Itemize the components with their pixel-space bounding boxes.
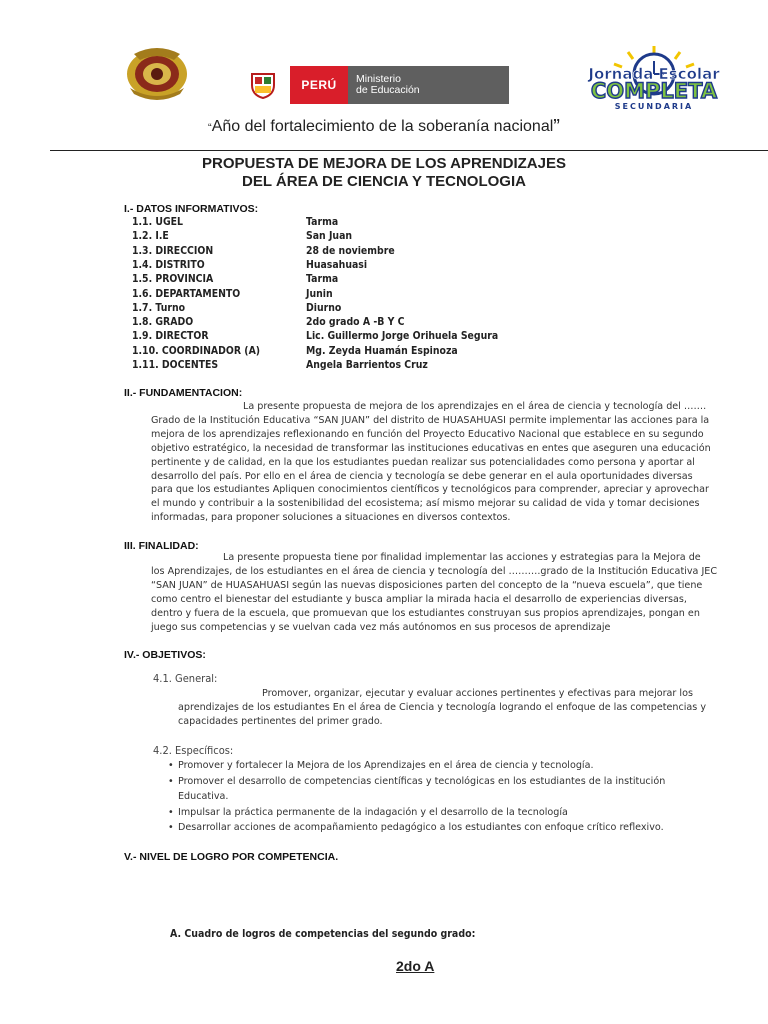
objetivos-heading: IV.- OBJETIVOS: xyxy=(124,649,206,661)
datos-value: 2do grado A -B Y C xyxy=(306,315,405,329)
datos-value: Diurno xyxy=(306,300,342,314)
motto-open-quote: “ xyxy=(208,122,212,134)
paragraph-line: para que los estudiantes Apliquen conocimientos científicos y tecnológicos para comprender, apreciar y aprovechar xyxy=(151,484,709,496)
datos-label: 1.3. DIRECCION xyxy=(132,243,214,257)
year-motto xyxy=(0,116,768,139)
especifico-item-2-continued: Educativa. xyxy=(178,791,229,802)
paragraph-line: aprendizajes de los estudiantes En el área de Ciencia y tecnología logrando el enfoque de las competencias y xyxy=(178,701,707,713)
finalidad-paragraph xyxy=(151,551,717,634)
especifico-item-4: • Desarrollar acciones de acompañamiento pedagógico a los estudiantes con enfoque crítico reflexivo. xyxy=(168,820,665,836)
motto-close-quote: ” xyxy=(553,116,560,138)
paragraph-line: “SAN JUAN” de HUASAHUASI según las nuevas disposiciones parten del concepto de la “nueva escuela”, que tiene xyxy=(151,579,703,591)
datos-value: Angela Barrientos Cruz xyxy=(306,358,428,371)
especifico-item-2: • Promover el desarrollo de competencias científicas y tecnológicas en los estudiantes de la institución xyxy=(168,774,665,790)
paragraph-line: los Aprendizajes, de los estudiantes en el área de ciencia y tecnología del ……….grado de la Institución Educativa JEC xyxy=(151,565,718,577)
jec-line-3: SECUNDARIA xyxy=(614,102,694,111)
paragraph-line: objetivo estratégico, la necesidad de transformar las instituciones educativas en entes que aseguren una educación xyxy=(151,442,711,454)
datos-label: 1.9. DIRECTOR xyxy=(132,329,209,343)
datos-label: 1.10. COORDINADOR (A) xyxy=(132,343,261,357)
title-line-1: PROPUESTA DE MEJORA DE LOS APRENDIZAJES xyxy=(202,155,566,172)
paragraph-line: capacidades pertinentes del primer grado. xyxy=(178,715,383,727)
jec-line-2: COMPLETA xyxy=(590,79,718,103)
datos-label: 1.2. I.E xyxy=(132,229,169,243)
datos-label: 1.4. DISTRITO xyxy=(132,257,205,271)
jec-line-1: Jornada Escolar xyxy=(588,65,720,83)
paragraph-line: mejora de los aprendizajes reflexionando en función del Proyecto Educativo Nacional que establece en su segundo xyxy=(151,428,704,440)
header-divider xyxy=(50,150,768,151)
datos-label: 1.7. Turno xyxy=(132,300,186,314)
title-line-2: DEL ÁREA DE CIENCIA Y TECNOLOGIA xyxy=(242,173,526,190)
datos-value: Junin xyxy=(306,286,333,300)
datos-value: San Juan xyxy=(306,229,353,243)
fundamentacion-heading: II.- FUNDAMENTACION: xyxy=(124,387,243,399)
paragraph-line: informadas, para proponer soluciones a situaciones en diversos contextos. xyxy=(151,512,511,524)
datos-value: Huasahuasi xyxy=(306,257,368,271)
especifico-item-3: • Impulsar la práctica permanente de la indagación y el desarrollo de la tecnología xyxy=(168,805,665,821)
motto-text: Año del fortalecimiento de la soberanía nacional xyxy=(211,118,554,135)
datos-label: 1.1. UGEL xyxy=(132,215,183,228)
datos-heading: I.- DATOS INFORMATIVOS: xyxy=(124,203,259,215)
datos-label: 1.6. DEPARTAMENTO xyxy=(132,286,241,300)
especificos-heading: 4.2. Específicos: xyxy=(153,744,234,757)
datos-value: Tarma xyxy=(306,272,339,286)
especificos-list xyxy=(168,758,665,836)
finalidad-heading: III. FINALIDAD: xyxy=(124,540,199,552)
ministry-line-2: de Educación xyxy=(356,84,420,96)
datos-label: 1.8. GRADO xyxy=(132,315,194,329)
paragraph-line: La presente propuesta de mejora de los aprendizajes en el área de ciencia y tecnología del ……. xyxy=(243,401,707,412)
document-title xyxy=(0,155,768,191)
paragraph-line: el mundo y contribuir a la sostenibilidad del ecosistema; así mismo mejorar su calidad de vida y tomar decisiones xyxy=(151,498,700,510)
grade-heading: 2do A xyxy=(396,958,435,974)
paragraph-line: dentro y fuera de la escuela, que promuevan que los estudiantes construyan sus propios aprendizajes, pongan en xyxy=(151,607,700,619)
ministry-line-1: Ministerio xyxy=(356,73,401,85)
general-heading: 4.1. General: xyxy=(153,672,218,685)
datos-value: Tarma xyxy=(306,215,339,228)
jornada-escolar-completa-logo xyxy=(548,44,760,112)
datos-label: 1.11. DOCENTES xyxy=(132,358,219,371)
paragraph-line: La presente propuesta tiene por finalidad implementar las acciones y estrategias para la Mejora de xyxy=(223,552,701,563)
general-paragraph xyxy=(178,687,706,729)
fundamentacion-paragraph xyxy=(151,400,711,525)
school-crest-logo xyxy=(124,44,190,100)
datos-value: Lic. Guillermo Jorge Orihuela Segura xyxy=(306,329,499,343)
peru-shield-icon xyxy=(235,66,290,104)
paragraph-line: como centro el bienestar del estudiante y busca ampliar la mirada hacia el desarrollo de experiencias diversas, xyxy=(151,593,687,605)
peru-label: PERÚ xyxy=(290,66,348,104)
especifico-item-1: • Promover y fortalecer la Mejora de los Aprendizajes en el área de ciencia y tecnología. xyxy=(168,758,665,774)
paragraph-line: pertinente y de calidad, en la que los estudiantes puedan realizar sus potencialidades como persona y aportar al xyxy=(151,456,695,468)
paragraph-line: Promover, organizar, ejecutar y evaluar acciones pertinentes y efectivas para mejorar los xyxy=(262,688,693,699)
cuadro-logros-heading: A. Cuadro de logros de competencias del segundo grado: xyxy=(170,928,476,940)
datos-value: Mg. Zeyda Huamán Espinoza xyxy=(306,343,458,357)
datos-value: 28 de noviembre xyxy=(306,243,395,257)
paragraph-line: Grado de la Institución Educativa “SAN JUAN” del distrito de HUASAHUASI permite implementar las acciones para la xyxy=(151,414,710,426)
paragraph-line: juego sus competencias y se vuelvan cada vez más autónomos en sus procesos de aprendizaje xyxy=(151,621,611,633)
paragraph-line: desarrollo del país. Por ello en el área de ciencia y tecnología se debe generar en el aula oportunidades diversas xyxy=(151,470,693,482)
peru-ministry-logo xyxy=(235,66,509,104)
ministry-label xyxy=(348,66,509,104)
nivel-heading: V.- NIVEL DE LOGRO POR COMPETENCIA. xyxy=(124,851,339,863)
datos-label: 1.5. PROVINCIA xyxy=(132,272,214,286)
